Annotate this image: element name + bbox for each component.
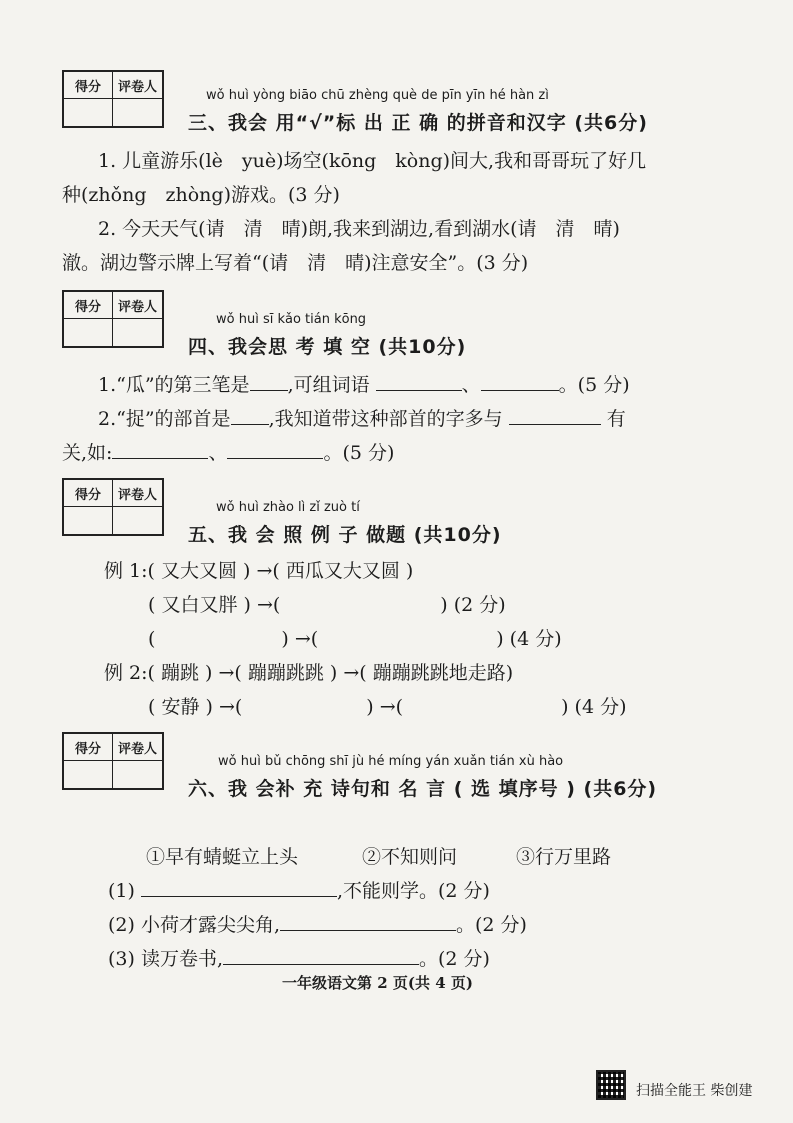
- s4-q2b-text2: 、: [208, 442, 228, 464]
- section-4-pinyin: wǒ huì sī kǎo tián kōng: [216, 312, 367, 327]
- s4-q1-text4: 。(5 分): [558, 374, 630, 396]
- s4-q2-text3: 有: [606, 408, 626, 430]
- s4-q1-text3: 、: [461, 374, 481, 396]
- s6-q2: [108, 910, 527, 937]
- reviewer-label: 评卷人: [113, 72, 162, 99]
- reviewer-label: 评卷人: [113, 480, 162, 507]
- s5-q3: [148, 692, 626, 719]
- s6-q1: [108, 876, 490, 903]
- s5-q3-text3: ) (4 分): [561, 696, 627, 718]
- s3-q1-line1: 1. 儿童游乐(lè yuè)场空(kōng kòng)间大,我和哥哥玩了好几: [98, 150, 647, 172]
- score-label: 得分: [64, 72, 113, 99]
- s4-q2-line1: [98, 404, 626, 431]
- s5-q2-text3: ) (4 分): [496, 628, 562, 650]
- score-cell[interactable]: [64, 99, 113, 126]
- s6-option-2: ②不知则问: [362, 846, 458, 868]
- s4-q1-blank-word2[interactable]: [481, 372, 559, 391]
- s6-q1-blank[interactable]: [141, 878, 337, 897]
- section-5-pinyin: wǒ huì zhào lì zǐ zuò tí: [216, 500, 360, 515]
- score-box-s6: [62, 732, 164, 790]
- s4-q2-line2: [62, 438, 394, 465]
- s3-q1-line2: 种(zhǒng zhòng)游戏。(3 分): [62, 184, 340, 206]
- reviewer-label: 评卷人: [113, 734, 162, 761]
- reviewer-cell[interactable]: [113, 319, 162, 346]
- s5-q1-text1: ( 又白又胖 ) →(: [148, 594, 281, 616]
- s4-q2-blank-radical[interactable]: [231, 406, 269, 425]
- score-cell[interactable]: [64, 761, 113, 788]
- section-6-title: 六、我 会补 充 诗句和 名 言 ( 选 填序号 ) (共6分): [188, 778, 658, 800]
- scanner-watermark: 扫描全能王 柴创建: [636, 1083, 753, 1099]
- s6-q3: [108, 944, 490, 971]
- s6-q2-text1: (2) 小荷才露尖尖角,: [108, 914, 280, 936]
- s6-q1-text1: (1): [108, 880, 135, 902]
- section-3-pinyin: wǒ huì yòng biāo chū zhèng què de pīn yīn hé hàn zì: [206, 88, 549, 103]
- s5-q1: [148, 590, 506, 617]
- s4-q1-blank-stroke[interactable]: [250, 372, 288, 391]
- s4-q1-text2: ,可组词语: [287, 374, 370, 396]
- s6-q2-blank[interactable]: [280, 912, 456, 931]
- s4-q2b-text3: 。(5 分): [323, 442, 395, 464]
- s5-q2: [148, 624, 562, 651]
- reviewer-cell[interactable]: [113, 507, 162, 534]
- s6-q1-text2: ,不能则学。(2 分): [336, 880, 490, 902]
- score-box-s3: [62, 70, 164, 128]
- score-box-s4: [62, 290, 164, 348]
- s5-example2: 例 2:( 蹦跳 ) →( 蹦蹦跳跳 ) →( 蹦蹦跳跳地走路): [104, 662, 514, 684]
- reviewer-cell[interactable]: [113, 99, 162, 126]
- s6-q3-text1: (3) 读万卷书,: [108, 948, 223, 970]
- s5-q3-text1: ( 安静 ) →(: [148, 696, 243, 718]
- s3-q2-line1: 2. 今天天气(请 清 晴)朗,我来到湖边,看到湖水(请 清 晴): [98, 218, 620, 240]
- s6-option-1: ①早有蜻蜓立上头: [146, 846, 299, 868]
- s6-option-3: ③行万里路: [516, 846, 612, 868]
- score-cell[interactable]: [64, 319, 113, 346]
- s6-q2-text2: 。(2 分): [456, 914, 527, 936]
- s5-q1-text2: ) (2 分): [440, 594, 506, 616]
- s5-q3-text2: ) →(: [366, 696, 404, 718]
- reviewer-cell[interactable]: [113, 761, 162, 788]
- s4-q2b-text1: 关,如:: [62, 442, 113, 464]
- section-6-pinyin: wǒ huì bǔ chōng shī jù hé míng yán xuǎn tián xù hào: [218, 754, 564, 769]
- score-cell[interactable]: [64, 507, 113, 534]
- s4-q1-text1: 1.“瓜”的第三笔是: [98, 374, 250, 396]
- page-footer: 一年级语文第 2 页(共 4 页): [282, 974, 473, 992]
- score-label: 得分: [64, 292, 113, 319]
- s4-q2-text1: 2.“捉”的部首是: [98, 408, 231, 430]
- s4-q2-text2: ,我知道带这种部首的字多与: [268, 408, 503, 430]
- s6-q3-blank[interactable]: [223, 946, 419, 965]
- section-5-title: 五、我 会 照 例 子 做题 (共10分): [188, 524, 502, 546]
- score-label: 得分: [64, 480, 113, 507]
- s5-q2-text1: (: [148, 628, 156, 650]
- s4-q1: [98, 370, 630, 397]
- s4-q2-blank-meaning[interactable]: [509, 406, 601, 425]
- section-3-title: 三、我会 用“√”标 出 正 确 的拼音和汉字 (共6分): [188, 112, 648, 134]
- s4-q1-blank-word1[interactable]: [376, 372, 462, 391]
- score-label: 得分: [64, 734, 113, 761]
- s3-q2-line2: 澈。湖边警示牌上写着“(请 清 晴)注意安全”。(3 分): [62, 252, 529, 274]
- s5-q2-text2: ) →(: [281, 628, 319, 650]
- qr-code-icon: [596, 1070, 626, 1100]
- s4-q2-blank-example1[interactable]: [112, 440, 208, 459]
- s4-q2-blank-example2[interactable]: [227, 440, 323, 459]
- s5-example1: 例 1:( 又大又圆 ) →( 西瓜又大又圆 ): [104, 560, 414, 582]
- reviewer-label: 评卷人: [113, 292, 162, 319]
- s6-q3-text2: 。(2 分): [419, 948, 490, 970]
- score-box-s5: [62, 478, 164, 536]
- section-4-title: 四、我会思 考 填 空 (共10分): [188, 336, 467, 358]
